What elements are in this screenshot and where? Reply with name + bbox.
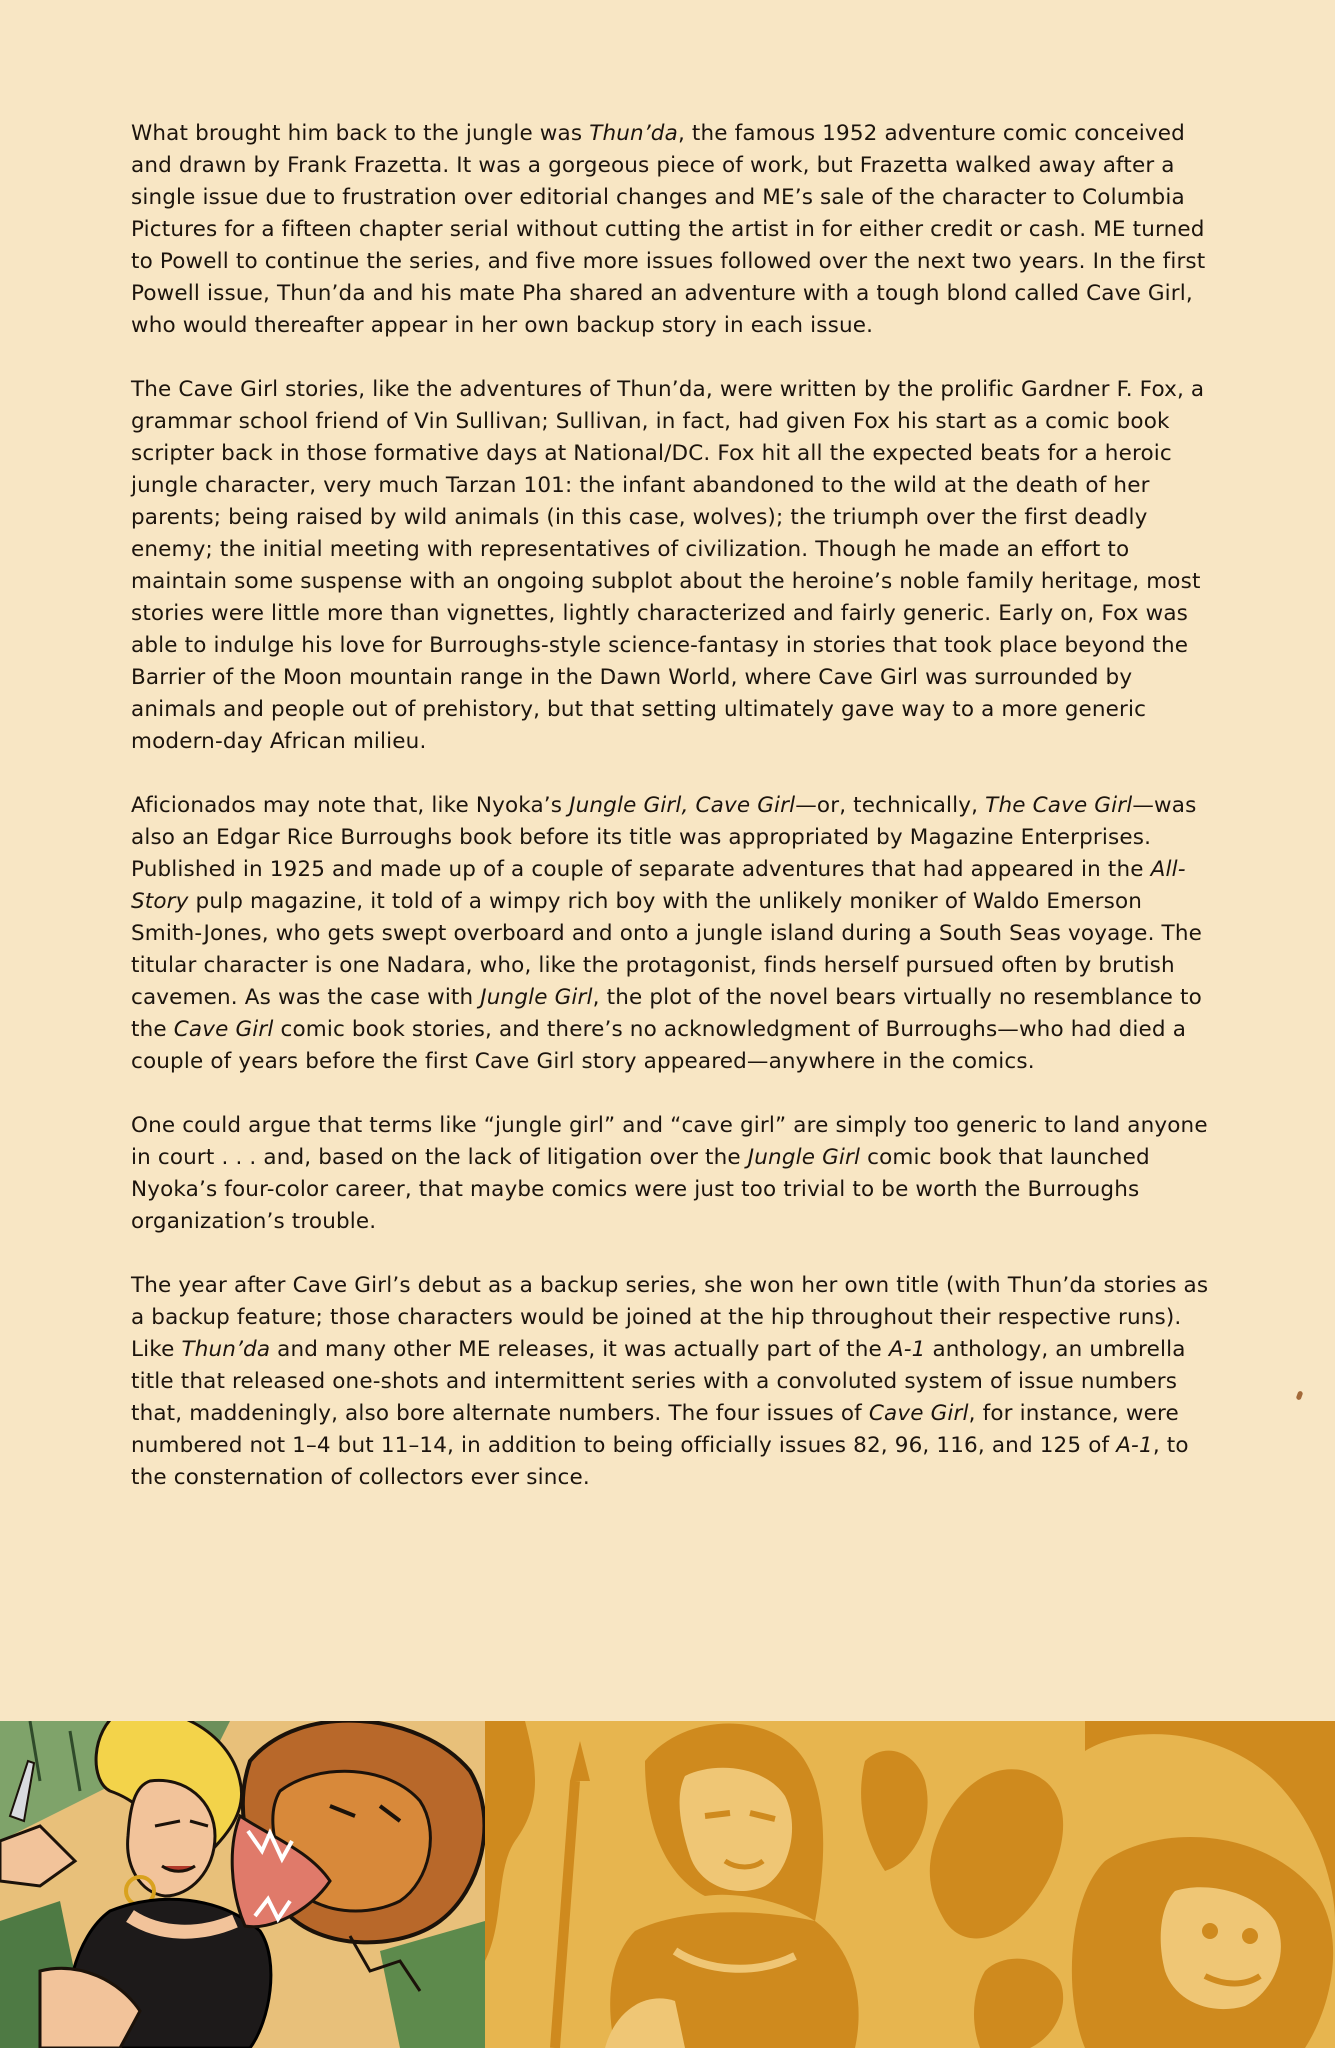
essay-text	[131, 118, 1216, 1494]
italic-title: Thun’da	[181, 1337, 271, 1362]
italic-title: The Cave Girl	[985, 793, 1133, 818]
italic-title: All-Story	[131, 857, 1186, 914]
ink-speck	[1296, 1390, 1304, 1400]
paragraph-burroughs-book	[131, 790, 1216, 1078]
illustration-strip	[0, 1721, 1335, 2048]
text-run: One could argue that terms like “jungle girl” and “cave girl” are simply too generic to land anyone in court . . . and, based on the lack of litigation over the	[131, 1113, 1208, 1170]
comic-panel-cave-girl-vs-lion	[0, 1721, 485, 2048]
text-run: —was also an Edgar Rice Burroughs book before its title was appropriated by Magazine Enterprises. Published in 1925 and made up of a couple of separate adventures that had appeared in the	[131, 793, 1197, 882]
paragraph-generic-terms	[131, 1110, 1216, 1238]
text-run: The Cave Girl stories, like the adventures of Thun’da, were written by the prolific Gardner F. Fox, a grammar school friend of Vin Sullivan; Sullivan, in fact, had given Fox his start as a comic book scripter back in those formative days at National/DC. Fox hit all the expected beats for a heroic jungle character, very much Tarzan 101: the infant abandoned to the wild at the death of her parents; being raised by wild animals (in this case, wolves); the triumph over the first deadly enemy; the initial meeting with representatives of civilization. Though he made an effort to maintain some suspense with an ongoing subplot about the heroine’s noble family heritage, most stories were little more than vignettes, lightly characterized and fairly generic. Early on, Fox was able to indulge his love for Burroughs-style science-fantasy in stories that took place beyond the Barrier of the Moon mountain range in the Dawn World, where Cave Girl was surrounded by animals and people out of prehistory, but that setting ultimately gave way to a more generic modern-day African milieu.	[131, 377, 1205, 754]
italic-title: A-1	[1116, 1433, 1153, 1458]
text-run: Aficionados may note that, like Nyoka’s	[131, 793, 570, 818]
text-run: The year after Cave Girl’s debut as a backup series, she won her own title (with Thun’da stories as a backup feature; those characters would be joined at the hip throughout their respective runs). Like	[131, 1273, 1209, 1362]
italic-title: Cave Girl	[868, 1401, 969, 1426]
text-run: , the famous 1952 adventure comic conceived and drawn by Frank Frazetta. It was a gorgeous piece of work, but Frazetta walked away after a single issue due to frustration over editorial changes and ME’s sale of the character to Columbia Pictures for a fifteen chapter serial without cutting the artist in for either credit or cash. ME turned to Powell to continue the series, and five more issues followed over the next two years. In the first Powell issue, Thun’da and his mate Pha shared an adventure with a tough blond called Cave Girl, who would thereafter appear in her own backup story in each issue.	[131, 121, 1206, 338]
text-run: , for instance, were numbered not 1–4 but 11–14, in addition to being officially issues 82, 96, 116, and 125 of	[131, 1401, 1179, 1458]
italic-title: Jungle Girl	[747, 1145, 861, 1170]
text-run: pulp magazine, it told of a wimpy rich boy with the unlikely moniker of Waldo Emerson Smith-Jones, who gets swept overboard and onto a jungle island during a South Seas voyage. The titular character is one Nadara, who, like the protagonist, finds herself pursued often by brutish cavemen. As was the case with	[131, 889, 1202, 1010]
text-run: , the plot of the novel bears virtually no resemblance to the	[131, 985, 1202, 1042]
text-run: and many other ME releases, it was actually part of the	[270, 1337, 889, 1362]
text-run: comic book stories, and there’s no acknowledgment of Burroughs—who had died a couple of years before the first Cave Girl story appeared—anywhere in the comics.	[131, 1017, 1187, 1074]
paragraph-thunda-origin	[131, 118, 1216, 342]
duotone-cave-girl-artwork	[485, 1721, 1335, 2048]
italic-title: Thun’da	[589, 121, 678, 146]
duotone-illustration	[485, 1721, 1335, 2048]
italic-title: Jungle Girl	[480, 985, 593, 1010]
italic-title: A-1	[888, 1337, 926, 1362]
italic-title: Cave Girl	[173, 1017, 274, 1042]
text-run: comic book that launched Nyoka’s four-color career, that maybe comics were just too trivial to be worth the Burroughs organization’s trouble.	[131, 1145, 1150, 1234]
text-run: , to the consternation of collectors ever since.	[131, 1433, 1189, 1490]
paragraph-own-title	[131, 1270, 1216, 1494]
text-run: What brought him back to the jungle was	[131, 121, 590, 146]
text-run: anthology, an umbrella title that released one-shots and intermittent series with a convoluted system of issue numbers that, maddeningly, also bore alternate numbers. The four issues of	[131, 1337, 1186, 1426]
italic-title: Jungle Girl, Cave Girl	[569, 793, 796, 818]
cave-girl-lion-illustration	[0, 1721, 485, 2048]
text-run: —or, technically,	[795, 793, 986, 818]
paragraph-cave-girl-stories	[131, 374, 1216, 758]
